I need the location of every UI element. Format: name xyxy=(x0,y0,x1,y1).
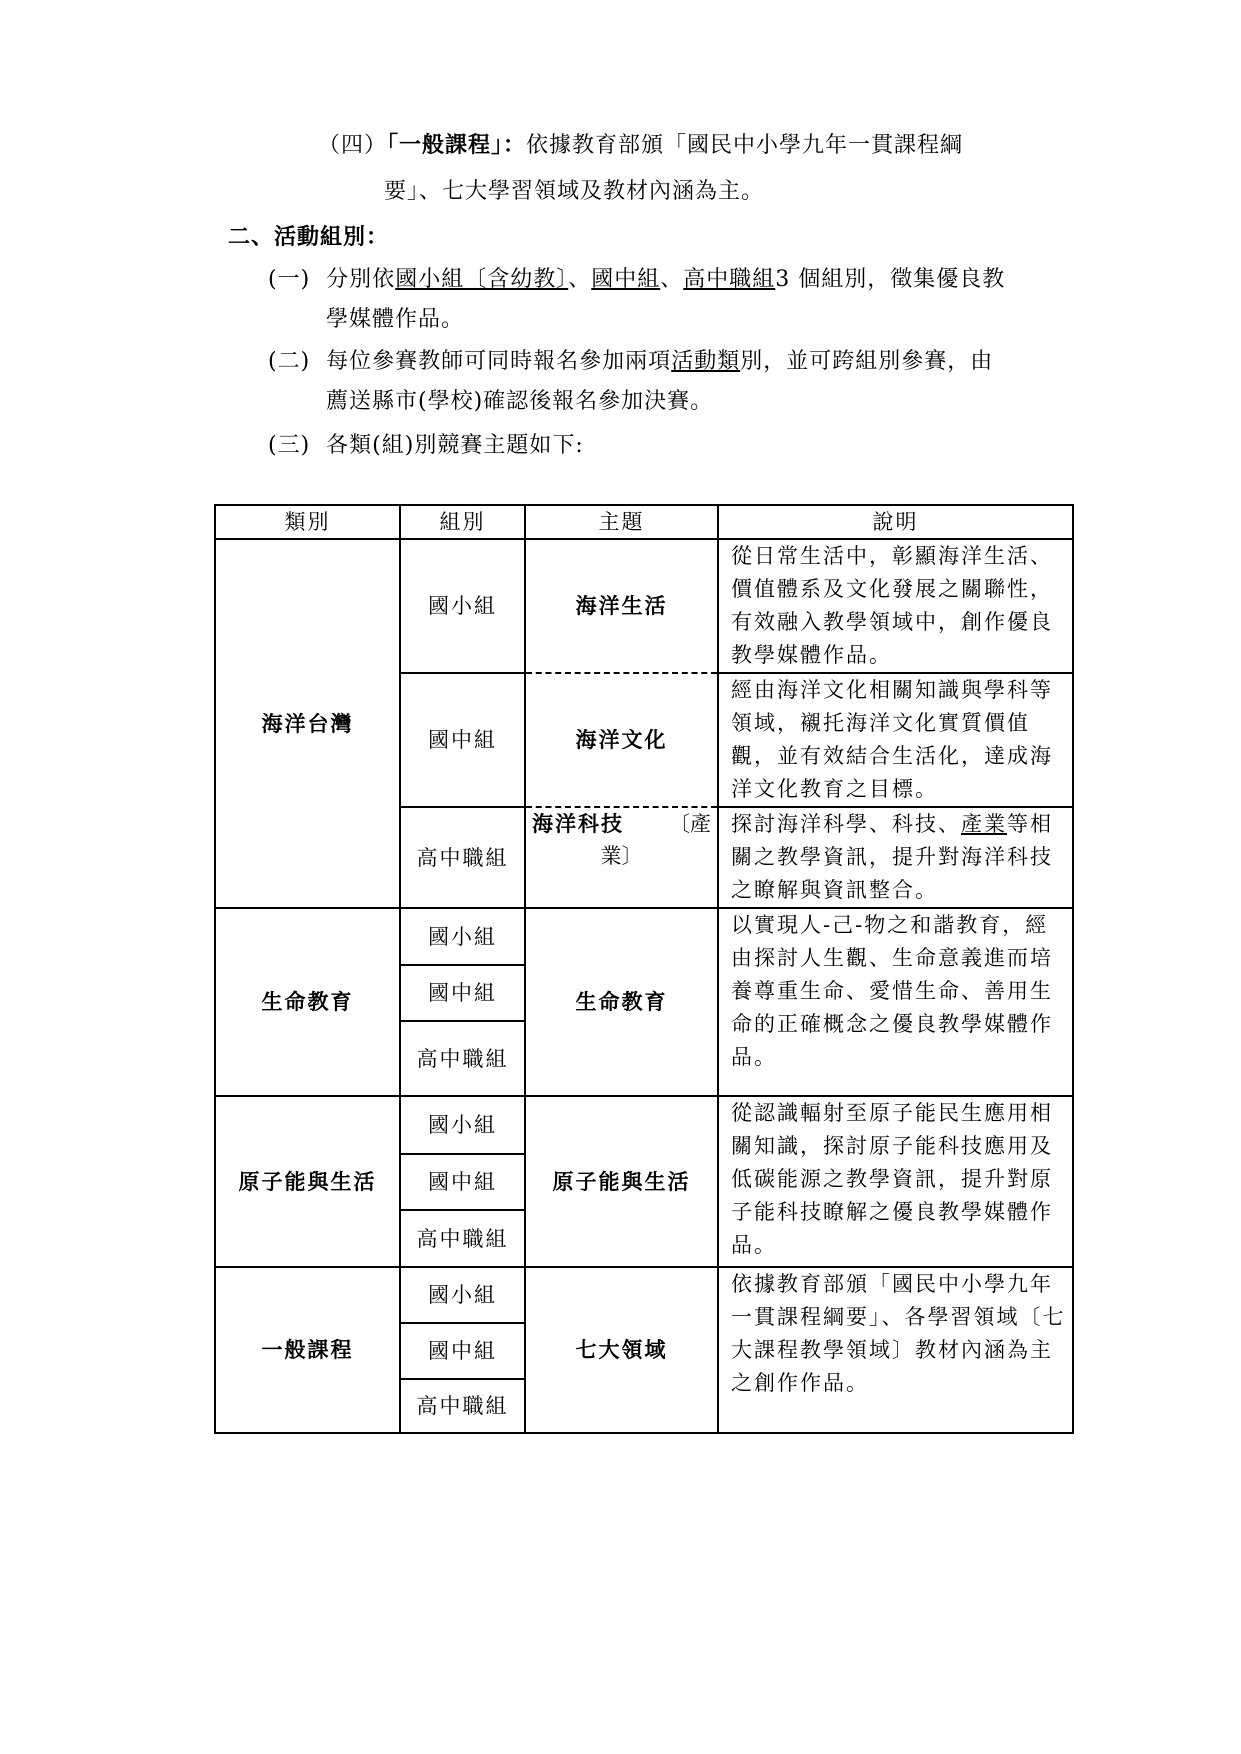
description-cell: 依據教育部頒「國民中小學九年一貫課程綱要」、各學習領域〔七大課程教學領域〕教材內涵為主之創作作品。 xyxy=(718,1267,1073,1433)
theme-text: 〔產 xyxy=(669,812,711,836)
description-cell: 從認識輻射至原子能民生應用相關知識，探討原子能科技應用及低碳能源之教學資訊，提升對原子能科技瞭解之優良教學媒體作品。 xyxy=(718,1096,1073,1267)
item-text: 3 個組別，徵集優良教 xyxy=(775,267,1006,292)
group-cell: 國小組 xyxy=(400,1267,525,1323)
group-elementary-link: 國小組〔含幼教〕 xyxy=(395,267,569,292)
category-cell: 原子能與生活 xyxy=(215,1096,400,1267)
header-theme: 主題 xyxy=(525,505,718,539)
item-number: (一) xyxy=(268,267,311,292)
group-cell: 高中職組 xyxy=(400,1210,525,1267)
category-cell: 生命教育 xyxy=(215,908,400,1096)
table-row xyxy=(215,1267,1073,1323)
separator: 、 xyxy=(568,267,592,292)
table-header-row xyxy=(215,505,1073,539)
item-text: 別，並可跨組別參賽，由 xyxy=(740,349,994,374)
description-text: 等相關之教學資訊，提升對海洋科技之瞭解與資訊整合。 xyxy=(731,812,1053,902)
section2-item-2 xyxy=(268,347,993,377)
item-text: 分別依 xyxy=(326,267,396,292)
activity-category-text: 活動類 xyxy=(671,349,741,374)
section-heading: 二、活動組別： xyxy=(228,225,390,250)
description-cell: 從日常生活中，彰顯海洋生活、價值體系及文化發展之關聯性，有效融入教學領域中，創作優良教學媒體作品。 xyxy=(718,539,1073,673)
description-cell: 經由海洋文化相關知識與學科等領域，襯托海洋文化實質價值觀，並有效結合生活化，達成海洋文化教育之目標。 xyxy=(718,673,1073,807)
section2-item-1 xyxy=(268,265,1005,295)
theme-cell: 海洋文化 xyxy=(525,673,718,807)
theme-text: 海洋科技 xyxy=(532,812,624,836)
theme-cell: 原子能與生活 xyxy=(525,1096,718,1267)
theme-cell: 七大領域 xyxy=(525,1267,718,1433)
group-cell: 國小組 xyxy=(400,908,525,965)
group-cell: 國小組 xyxy=(400,1096,525,1154)
item-4-number: （四） xyxy=(318,133,388,158)
table-row xyxy=(215,1096,1073,1154)
group-senior-link: 高中職組 xyxy=(683,267,776,292)
competition-theme-table xyxy=(214,504,1074,1434)
group-cell: 國中組 xyxy=(400,965,525,1021)
section2-item-1-cont: 學媒體作品。 xyxy=(326,307,465,332)
theme-text: 業〕 xyxy=(600,844,643,868)
item-4-line-1 xyxy=(318,131,963,161)
group-cell: 高中職組 xyxy=(400,1021,525,1096)
theme-line xyxy=(532,808,711,840)
section2-item-2-cont: 薦送縣市(學校)確認後報名參加決賽。 xyxy=(326,389,714,414)
section2-item-3 xyxy=(268,431,584,461)
group-junior-link: 國中組 xyxy=(591,267,661,292)
theme-cell: 生命教育 xyxy=(525,908,718,1096)
header-description: 說明 xyxy=(718,505,1073,539)
header-category: 類別 xyxy=(215,505,400,539)
table-row xyxy=(215,539,1073,673)
description-cell xyxy=(718,807,1073,908)
category-cell: 海洋台灣 xyxy=(215,539,400,908)
item-number: (三) xyxy=(268,433,311,458)
theme-cell: 海洋生活 xyxy=(525,539,718,673)
category-cell: 一般課程 xyxy=(215,1267,400,1433)
item-text: 各類(組)別競賽主題如下: xyxy=(326,433,584,458)
item-4-line-2: 要」、七大學習領域及教材內涵為主。 xyxy=(384,179,765,204)
item-4-bold-label: 「一般課程」： xyxy=(387,133,527,158)
item-text: 每位參賽教師可同時報名參加兩項 xyxy=(326,349,672,374)
separator: 、 xyxy=(660,267,684,292)
group-cell: 國小組 xyxy=(400,539,525,673)
table-row xyxy=(215,908,1073,965)
group-cell: 高中職組 xyxy=(400,807,525,908)
item-4-text: 依據教育部頒「國民中小學九年一貫課程綱 xyxy=(526,133,964,158)
group-cell: 國中組 xyxy=(400,673,525,807)
description-underlined: 產業 xyxy=(961,812,1007,836)
group-cell: 國中組 xyxy=(400,1323,525,1379)
group-cell: 高中職組 xyxy=(400,1379,525,1433)
item-number: (二) xyxy=(268,349,311,374)
group-cell: 國中組 xyxy=(400,1154,525,1210)
header-group: 組別 xyxy=(400,505,525,539)
description-cell: 以實現人-己-物之和諧教育，經由探討人生觀、生命意義進而培養尊重生命、愛惜生命、善用生命的正確概念之優良教學媒體作品。 xyxy=(718,908,1073,1096)
theme-cell xyxy=(525,807,718,908)
description-text: 探討海洋科學、科技、 xyxy=(731,812,961,836)
